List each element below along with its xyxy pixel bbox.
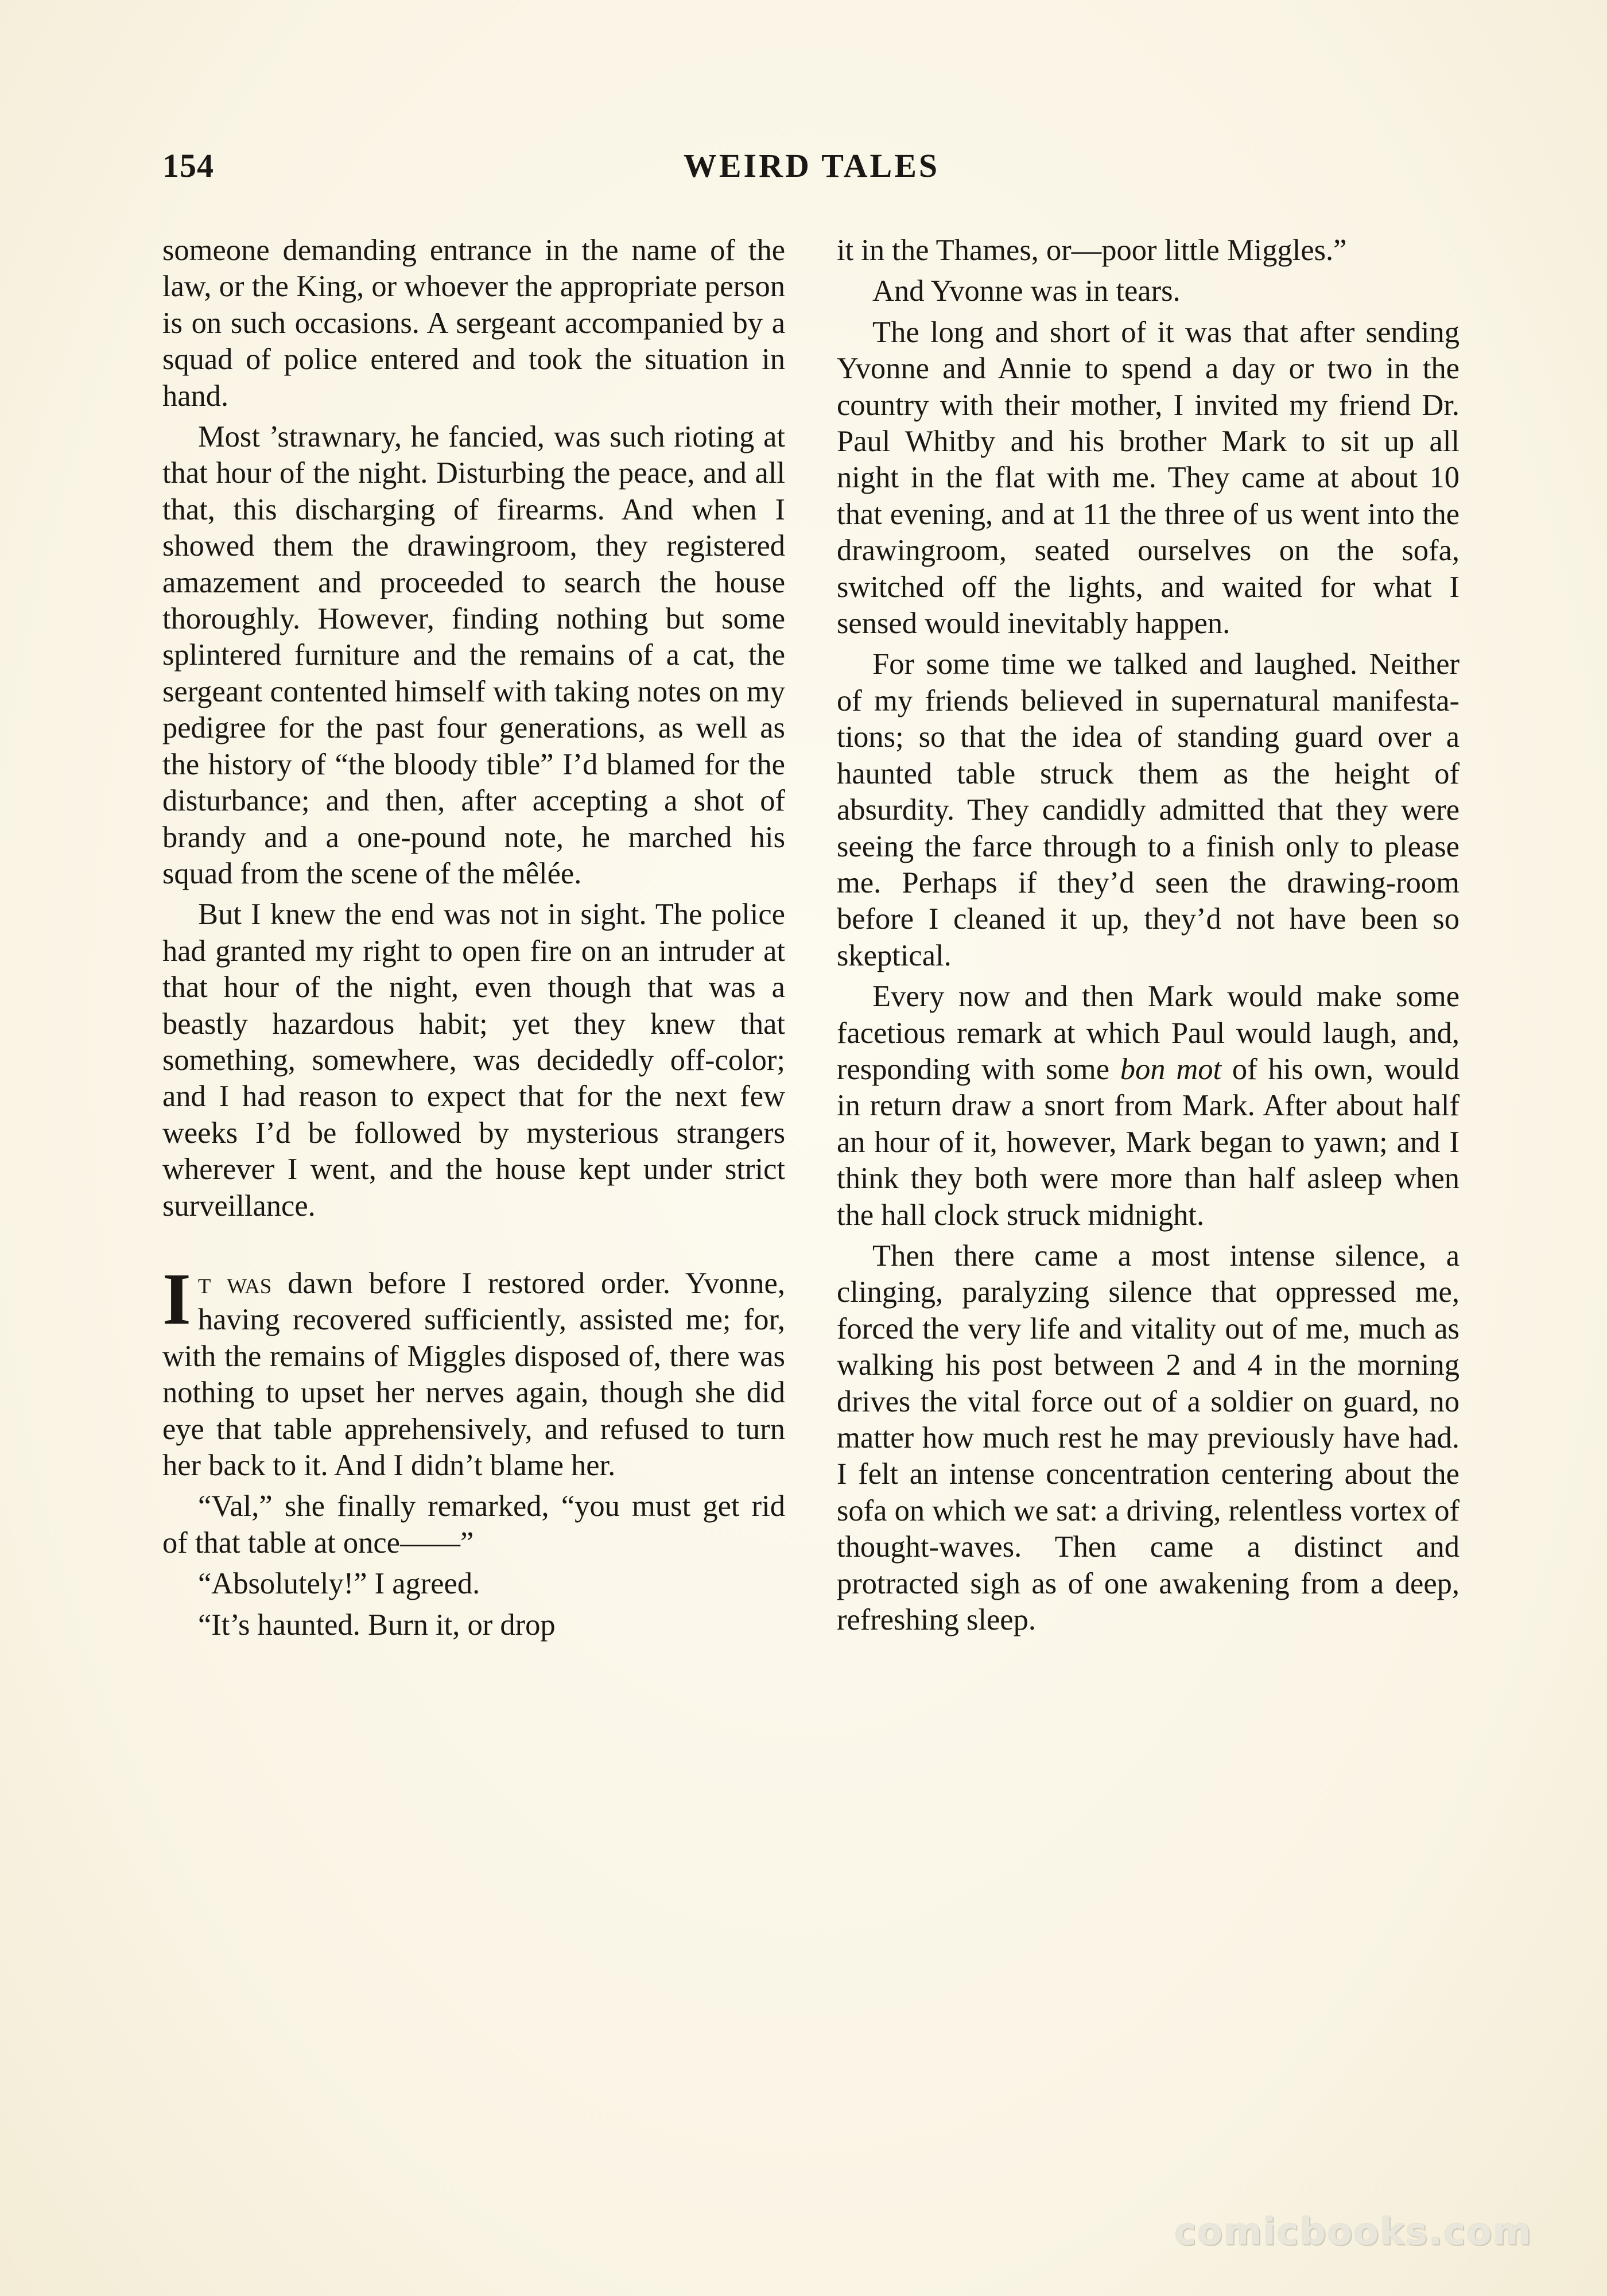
section-break (162, 1229, 785, 1266)
paragraph: And Yvonne was in tears. (872, 274, 1181, 308)
running-head: WEIRD TALES (683, 147, 940, 184)
paragraph-text: Every now and then Mark would make some facetious remark at which Paul would laugh, and, responding with some (837, 980, 1460, 1086)
paragraph: “Absolutely!” I agreed. (198, 1567, 480, 1601)
section-opening-paragraph (162, 1258, 785, 1484)
paragraph: “It’s haunted. Burn it, or drop (198, 1608, 556, 1642)
right-column (837, 232, 1460, 1643)
paragraph-text: of his own, would in return draw a snort from Mark. After about half an hour of it, however, Mark began to yawn; and I think they both were more than half asleep when the hall clock struck midnight. (837, 1052, 1460, 1232)
left-column (162, 232, 785, 1648)
paragraph: it in the Thames, or—poor little Miggles.” (837, 234, 1347, 267)
drop-cap: I (162, 1258, 191, 1340)
small-caps-lead: t was (197, 1266, 272, 1300)
site-watermark: comicbooks.com (1174, 2211, 1532, 2254)
paragraph: But I knew the end was not in sight. The police had granted my right to open fire on an intruder at that hour of the night, even though that was a beastly hazardous habit; yet they knew that something, somewhere, was decidedly off-color; and I had reason to expect that for the next few weeks I’d be followed by mysterious strangers wherever I went, and the house kept under strict surveillance. (162, 898, 785, 1223)
paragraph: The long and short of it was that after sending Yvonne and Annie to spend a day or two in the country with their mother, I invited my friend Dr. Paul Whitby and his brother Mark to sit up all night in the flat with me. They came at about 10 that evening, and at 11 the three of us went into the drawingroom, seated ourselves on the sofa, switched off the lights, and waited for what I sensed would inevitably happen. (837, 315, 1460, 641)
page-header (162, 146, 1461, 192)
paragraph: “Val,” she finally remarked, “you must get rid of that table at once——” (162, 1490, 785, 1560)
italic-phrase: bon mot (1120, 1052, 1222, 1086)
paragraph: For some time we talked and laughed. Neither of my friends believed in supernatural manifestations; so that the idea of standing guard over a haunted table struck them as the height of absurdity. They candidly admitted that they were seeing the farce through to a finish only to please me. Perhaps if they’d seen the drawing-room before I cleaned it up, they’d not have been so skeptical. (837, 647, 1460, 972)
paragraph: someone demanding entrance in the name of the law, or the King, or whoever the appropriate person is on such occasions. A sergeant accompanied by a squad of police entered and took the situation in hand. (162, 234, 785, 413)
paragraph: Then there came a most intense silence, a clinging, paralyzing silence that oppressed me, forced the very life and vitality out of me, much as walking his post between 2 and 4 in the morning drives the vital force out of a soldier on guard, no matter how much rest he may previously have had. I felt an intense concentration centering about the sofa on which we sat: a driving, relentless vortex of thought-waves. Then came a distinct and protracted sigh as of one awakening from a deep, refreshing sleep. (837, 1239, 1460, 1637)
paragraph-text: dawn before I restored order. Yvonne, having recovered sufficiently, assisted me; for, with the remains of Miggles disposed of, there was nothing to upset her nerves again, though she did eye that table apprehensively, and refused to turn her back to it. And I didn’t blame her. (162, 1266, 785, 1482)
paragraph: Most ’strawnary, he fancied, was such rioting at that hour of the night. Disturbing the peace, and all that, this discharging of firearms. And when I showed them the drawingroom, they registered amazement and proceeded to search the house thoroughly. However, finding nothing but some splintered furniture and the remains of a cat, the sergeant contented himself with taking notes on my pedigree for the past four generations, as well as the history of “the bloody tible” I’d blamed for the disturbance; and then, after accepting a shot of brandy and a one-pound note, he marched his squad from the scene of the mêlée. (162, 420, 785, 890)
paragraph (837, 979, 1460, 1234)
page-number: 154 (162, 147, 214, 184)
